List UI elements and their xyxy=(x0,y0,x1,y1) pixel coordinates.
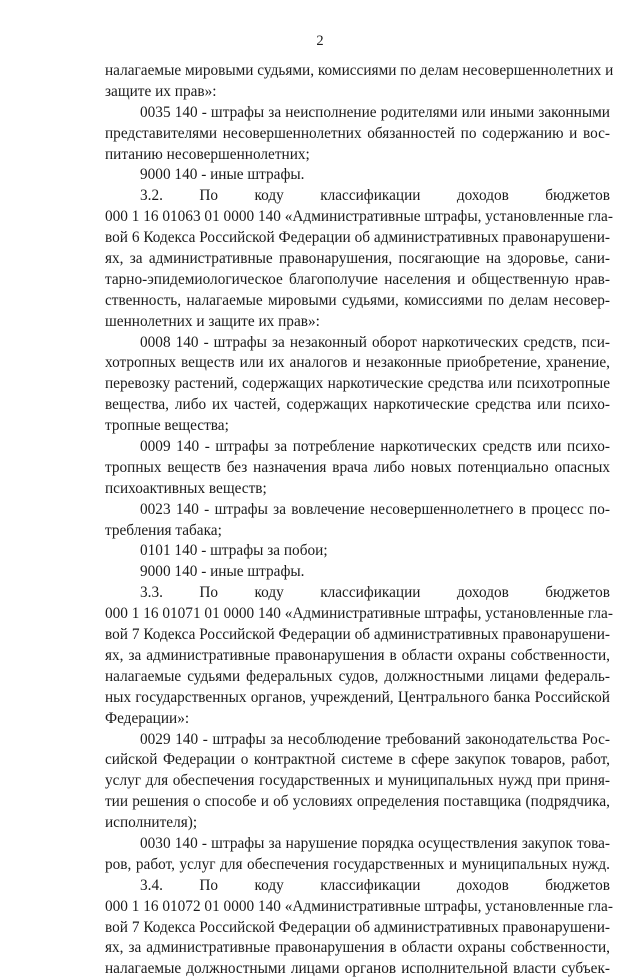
text-line: 3.2. По коду классификации доходов бюджетов xyxy=(140,187,610,205)
text-line: тропные вещества; xyxy=(105,417,229,435)
text-line: психоактивных веществ; xyxy=(105,479,267,497)
text-line: 0101 140 - штрафы за побои; xyxy=(140,542,328,560)
text-line: представителями несовершеннолетних обязанностей по содержанию и вос- xyxy=(105,124,610,142)
text-line: 9000 140 - иные штрафы. xyxy=(140,563,305,581)
text-line: перевозку растений, содержащих наркотические средства или психотропные xyxy=(105,375,610,393)
text-line: тии решения о способе и об условиях определения поставщика (подрядчика, xyxy=(105,793,610,811)
text-line: Федерации»: xyxy=(105,709,190,727)
page-number: 2 xyxy=(316,33,324,49)
text-line: услуг для обеспечения государственных и муниципальных нужд при приня- xyxy=(105,772,610,790)
text-line: 3.4. По коду классификации доходов бюджетов xyxy=(140,876,610,894)
text-line: налагаемые судьями федеральных судов, должностными лицами федераль- xyxy=(105,667,610,685)
text-line: 000 1 16 01072 01 0000 140 «Административные штрафы, установленные гла- xyxy=(105,897,613,915)
text-line: питанию несовершеннолетних; xyxy=(105,145,310,163)
text-line: 0030 140 - штрафы за нарушение порядка осуществления закупок това- xyxy=(140,834,610,852)
text-line: тарно-эпидемиологическое благополучие населения и общественную нрав- xyxy=(105,270,610,288)
text-line: ях, за административные правонарушения в области охраны собственности, xyxy=(105,939,610,957)
text-line: вой 7 Кодекса Российской Федерации об административных правонарушени- xyxy=(105,918,610,936)
text-line: ров, работ, услуг для обеспечения государственных и муниципальных нужд. xyxy=(105,855,610,873)
text-line: исполнителя); xyxy=(105,814,198,832)
text-line: защите их прав»: xyxy=(105,82,217,100)
text-line: ях, за административные правонарушения, посягающие на здоровье, сани- xyxy=(105,250,610,268)
text-line: 9000 140 - иные штрафы. xyxy=(140,166,305,184)
text-line: 3.3. По коду классификации доходов бюджетов xyxy=(140,584,610,602)
text-line: 000 1 16 01071 01 0000 140 «Административные штрафы, установленные гла- xyxy=(105,605,613,623)
text-line: тропных веществ без назначения врача либо новых потенциально опасных xyxy=(105,458,610,476)
text-line: 0023 140 - штрафы за вовлечение несовершеннолетнего в процесс по- xyxy=(140,500,610,518)
text-line: налагаемые мировыми судьями, комиссиями по делам несовершеннолетних и xyxy=(105,62,614,79)
text-line: 0008 140 - штрафы за незаконный оборот наркотических средств, пси- xyxy=(140,333,610,351)
document-body xyxy=(105,61,614,980)
text-line: вещества, либо их частей, содержащих наркотические средства или психо- xyxy=(105,396,610,414)
text-line: 0009 140 - штрафы за потребление наркотических средств или психо- xyxy=(140,438,610,456)
text-line: 0029 140 - штрафы за несоблюдение требований законодательства Рос- xyxy=(140,730,610,748)
text-line: ях, за административные правонарушения в области охраны собственности, xyxy=(105,646,610,664)
text-line: ных государственных органов, учреждений, Центрального банка Российской xyxy=(105,688,610,706)
text-line: ственность, налагаемые мировыми судьями, комиссиями по делам несовер- xyxy=(105,291,610,309)
text-line: 000 1 16 01063 01 0000 140 «Административные штрафы, установленные гла- xyxy=(105,208,613,226)
text-line: вой 7 Кодекса Российской Федерации об административных правонарушени- xyxy=(105,626,610,644)
text-line: налагаемые должностными лицами органов исполнительной власти субъек- xyxy=(105,960,610,978)
text-line: вой 6 Кодекса Российской Федерации об административных правонарушени- xyxy=(105,229,610,247)
text-line: 0035 140 - штрафы за неисполнение родителями или иными законными xyxy=(140,103,610,121)
text-line: шеннолетних и защите их прав»: xyxy=(105,312,320,330)
text-line: сийской Федерации о контрактной системе в сфере закупок товаров, работ, xyxy=(105,751,610,769)
text-line: требления табака; xyxy=(105,521,222,539)
text-line: хотропных веществ или их аналогов и незаконные приобретение, хранение, xyxy=(105,354,610,372)
